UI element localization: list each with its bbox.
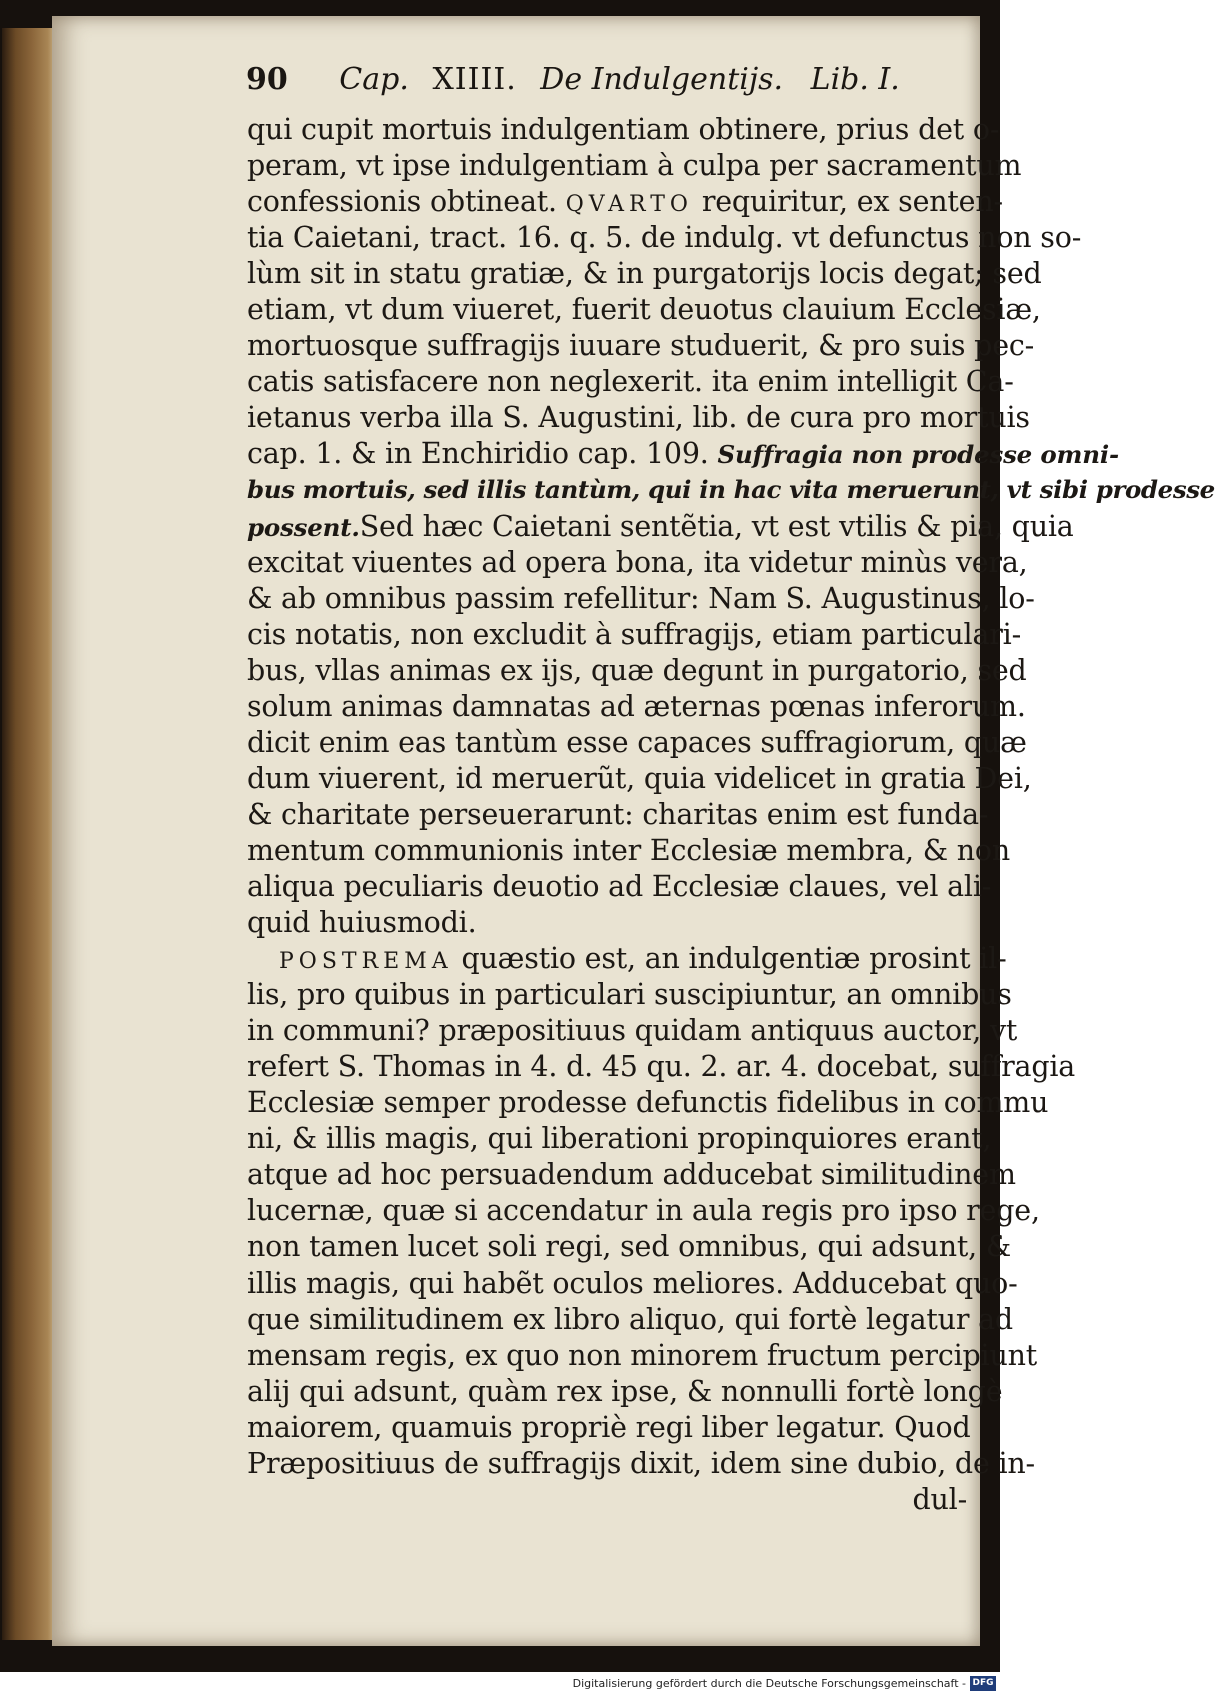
quotation: possent. <box>247 512 360 542</box>
header-chapter: Cap. <box>339 62 409 97</box>
text-line <box>247 509 1074 545</box>
text-line: illis magis, qui habẽt oculos meliores. Adducebat quo- <box>247 1266 1018 1300</box>
running-header <box>246 62 946 108</box>
section-heading-quarto: QVARTO <box>565 192 693 218</box>
text-line: refert S. Thomas in 4. d. 45 qu. 2. ar. 4. docebat, suffragia <box>247 1050 1076 1084</box>
catchword: dul- <box>912 1482 967 1516</box>
text-line: mortuosque suffragijs iuuare studuerit, & pro suis pec- <box>247 329 1035 363</box>
text-line: excitat viuentes ad opera bona, ita videtur minùs vera, <box>247 545 1028 579</box>
text-line: bus, vllas animas ex ijs, quæ degunt in purgatorio, sed <box>247 653 1027 687</box>
text-line: mentum communionis inter Ecclesiæ membra, & non <box>247 833 1011 867</box>
header-book: Lib. I. <box>810 62 900 97</box>
text-line: etiam, vt dum viueret, fuerit deuotus clauium Ecclesiæ, <box>247 293 1041 327</box>
text-line <box>247 436 1119 472</box>
text-line: mensam regis, ex quo non minorem fructum percipiunt <box>247 1338 1038 1372</box>
text-line: quid huiusmodi. <box>247 906 477 940</box>
text-line: lùm sit in statu gratiæ, & in purgatorijs locis degat; sed <box>247 257 1042 291</box>
section-heading-postrema: POSTREMA <box>279 949 453 975</box>
page-body <box>247 112 1215 1518</box>
text-span: Sed hæc Caietani sentẽtia, vt est vtilis & pia, quia <box>359 509 1074 543</box>
text-line: Ecclesiæ semper prodesse defunctis fidelibus in commu <box>247 1086 1049 1120</box>
text-span: quæstio est, an indulgentiæ prosint il- <box>461 942 1007 976</box>
book-edge <box>2 28 56 1640</box>
page-number: 90 <box>246 62 288 97</box>
text-line: lucernæ, quæ si accendatur in aula regis pro ipso rege, <box>247 1194 1040 1228</box>
text-line: & charitate perseuerarunt: charitas enim est funda- <box>247 797 989 831</box>
text-line: catis satisfacere non neglexerit. ita enim intelligit Ca- <box>247 365 1014 399</box>
text-span: cap. 1. & in Enchiridio cap. 109. <box>247 437 709 471</box>
quotation-line: bus mortuis, sed illis tantùm, qui in hac vita meruerunt, vt sibi prodesse <box>247 475 1215 505</box>
text-line: in communi? præpositiuus quidam antiquus auctor, vt <box>247 1014 1018 1048</box>
text-line: tia Caietani, tract. 16. q. 5. de indulg. vt defunctus non so- <box>247 221 1082 255</box>
text-line: ni, & illis magis, qui liberationi propinquiores erant, <box>247 1122 992 1156</box>
text-line: & ab omnibus passim refellitur: Nam S. Augustinus, lo- <box>247 581 1035 615</box>
text-line: lis, pro quibus in particulari suscipiuntur, an omnibus <box>247 978 1012 1012</box>
header-chapter-number: XIIII. <box>432 62 517 97</box>
text-line: atque ad hoc persuadendum adducebat similitudinem <box>247 1158 1016 1192</box>
text-line <box>247 941 1007 977</box>
quotation: Suffragia non prodesse omni- <box>717 440 1119 470</box>
footer-bar <box>0 1672 1000 1697</box>
text-line: dum viuerent, id meruerũt, quia videlicet in gratia Dei, <box>247 761 1032 795</box>
text-line <box>247 184 1003 220</box>
text-line: cis notatis, non excludit à suffragijs, etiam particulari- <box>247 617 1022 651</box>
text-line: non tamen lucet soli regi, sed omnibus, qui adsunt, & <box>247 1230 1012 1264</box>
header-title: De Indulgentijs. <box>540 62 784 97</box>
dfg-logo: DFG <box>970 1676 996 1691</box>
text-line: peram, vt ipse indulgentiam à culpa per sacramentum <box>247 149 1022 183</box>
text-span: requiritur, ex senten- <box>701 185 1003 219</box>
text-line: maiorem, quamuis propriè regi liber legatur. Quod <box>247 1410 971 1444</box>
text-line: alij qui adsunt, quàm rex ipse, & nonnulli fortè longè <box>247 1374 1003 1408</box>
text-line: ietanus verba illa S. Augustini, lib. de cura pro mortuis <box>247 401 1030 435</box>
text-line: qui cupit mortuis indulgentiam obtinere, prius det o- <box>247 113 1000 146</box>
text-line: aliqua peculiaris deuotio ad Ecclesiæ claues, vel ali- <box>247 869 992 903</box>
funding-credit: Digitalisierung gefördert durch die Deutsche Forschungsgemeinschaft - <box>572 1677 966 1690</box>
text-line: dicit enim eas tantùm esse capaces suffragiorum, quæ <box>247 725 1027 759</box>
text-line: Præpositiuus de suffragijs dixit, idem sine dubio, de in- <box>247 1446 1035 1480</box>
text-span: confessionis obtineat. <box>247 185 557 219</box>
text-line: que similitudinem ex libro aliquo, qui fortè legatur ad <box>247 1302 1013 1336</box>
text-line: solum animas damnatas ad æternas pœnas inferorum. <box>247 689 1026 723</box>
